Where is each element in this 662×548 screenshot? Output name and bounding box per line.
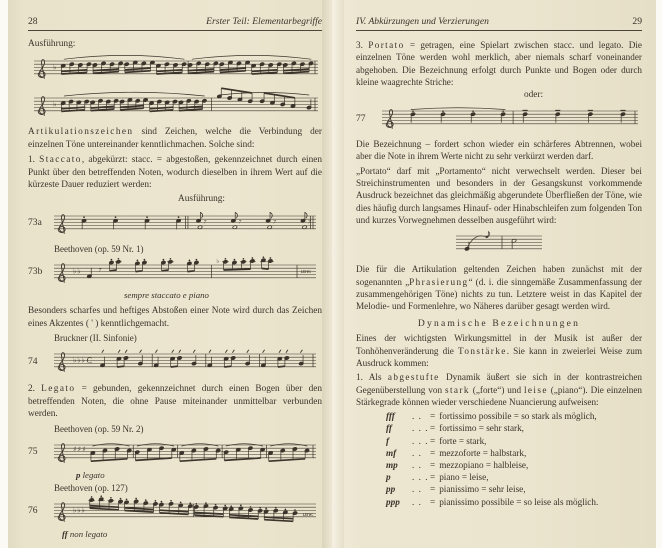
dynamics-ddef: forte = stark, — [439, 435, 487, 446]
example-77-staff — [380, 100, 640, 136]
text-run: legato — [80, 469, 105, 480]
dynamics-deq: = — [430, 423, 436, 434]
text-run: ff — [62, 528, 68, 539]
dynamics-row — [386, 410, 642, 422]
text-run: („forte“) und — [469, 384, 524, 395]
text-run: 2. — [28, 384, 42, 395]
paragraph-staccato — [28, 154, 322, 192]
dynamics-heading: Dynamische Bezeichnungen — [417, 318, 581, 330]
svg-text:♭: ♭ — [73, 505, 77, 515]
page-right-content — [356, 16, 642, 508]
paragraph-artikulationszeichen — [28, 126, 322, 151]
music-example-74 — [28, 333, 322, 379]
music-realization-staff-2 — [32, 87, 320, 123]
svg-text:7: 7 — [308, 219, 311, 226]
example-77-caption: oder: — [524, 90, 544, 101]
example-74-staff — [52, 343, 318, 379]
svg-text:♭: ♭ — [81, 505, 85, 515]
text-run: Besonders scharfes und heftiges Abstoßen einer Note wird durch das Zeichen eines Akzentes ( ' ) kenntlichgemacht. — [28, 305, 322, 329]
example-75-label: Beethoven (op. 59 Nr. 2) — [54, 423, 144, 434]
dynamics-dsym: mp — [386, 460, 398, 471]
music-example-73b — [28, 244, 322, 300]
dynamics-row — [386, 471, 642, 483]
dynamics-row — [386, 459, 642, 471]
dynamics-row — [386, 447, 642, 459]
paragraph-akzent — [28, 305, 322, 330]
example-76-label: Beethoven (op. 127) — [54, 482, 128, 493]
paragraph-abgestufte-dynamik — [356, 371, 642, 408]
svg-text:♭: ♭ — [77, 355, 81, 365]
page-number-right: 29 — [632, 16, 642, 27]
svg-text:♭: ♭ — [77, 505, 81, 515]
dynamics-row — [386, 422, 642, 434]
page-number-left: 28 — [28, 16, 38, 27]
text-run: = gebunden, gekennzeichnet durch einen Bogen über den betreffenden Noten, die ohne Pause miteinander unmittelbar verbunden werden. — [28, 384, 322, 420]
dynamics-ddef: mezzopiano = halbleise, — [439, 460, 529, 471]
text-run: Portato — [368, 40, 405, 50]
page-left-content — [28, 16, 322, 539]
example-73b-number: 73b — [28, 266, 43, 278]
text-run: sind Zeichen, welche die Verbindung der einzelnen Töne untereinander kenntlichmachen. Solche sind: — [28, 127, 322, 150]
text-run: leise — [523, 384, 548, 395]
running-title-left: Erster Teil: Elementarbegriffe — [206, 16, 322, 27]
dynamics-row — [386, 435, 642, 447]
example-73a-staff — [52, 205, 318, 241]
svg-text:7: 7 — [273, 219, 276, 226]
dynamics-dsym: fff — [386, 411, 395, 422]
dynamics-ddots: . . . — [412, 423, 429, 434]
example-75-staff — [52, 434, 318, 470]
music-example-portamento — [356, 228, 642, 261]
paragraph-portato — [356, 39, 642, 88]
example-76-number: 76 — [28, 505, 38, 517]
example-73b-staff — [52, 254, 318, 290]
page-left — [8, 0, 332, 548]
dynamics-ddots: . . . — [412, 472, 429, 483]
text-run: Artikulationszeichen — [28, 127, 134, 137]
text-run: Eines der wichtigsten Wirkungsmittel in der Musik ist außer der Tonhöhenveränderung die — [356, 333, 642, 356]
text-run: 1. Als — [356, 372, 388, 383]
music-example-73a — [28, 194, 322, 241]
dynamics-dsym: ppp — [386, 496, 400, 507]
dynamics-dsym: ff — [386, 423, 392, 434]
dynamics-ddef: fortissimo possibile = so stark als möglich, — [439, 411, 597, 422]
text-run: sempre staccato e piano — [124, 289, 209, 300]
dynamics-deq: = — [430, 447, 436, 458]
svg-text:♭: ♭ — [53, 99, 57, 109]
dynamics-ddots: . . — [412, 484, 422, 495]
dynamics-deq: = — [430, 496, 436, 507]
dynamics-ddots: . . — [412, 496, 422, 507]
dynamics-list — [356, 410, 642, 508]
dynamics-ddots: . . — [412, 447, 422, 458]
music-realization-staff-1 — [32, 50, 320, 86]
dynamics-dsym: mf — [386, 447, 397, 458]
dynamics-dsym: f — [386, 435, 390, 446]
text-run: = getragen, eine Spielart zwischen stacc. und legato. Die einzelnen Töne werden wohl merklich, aber niemals scharf voneinander abgehoben. Die Bezeichnung erfolgt durch Punkte und Bogen oder durch kleine waagrechte Striche: — [356, 40, 643, 87]
page-right — [332, 0, 656, 548]
page-left-header — [28, 16, 322, 31]
example-76-caption-below — [62, 529, 322, 539]
svg-text:♯: ♯ — [73, 445, 77, 454]
svg-text:♭: ♭ — [73, 355, 77, 365]
text-run: („piano“). Die einzelnen Stärkegrade können wieder verschiedene Nuancierung aufweisen: — [356, 384, 642, 407]
example-74-number: 74 — [28, 355, 38, 367]
text-run: Die Bezeichnung – fordert schon wieder ein schärferes Abtrennen, wobei aber die Note in ihrem Werte nicht zu sehr verkürzt werden darf. — [356, 139, 642, 162]
dynamics-deq: = — [430, 460, 436, 471]
page-right-header — [356, 16, 642, 31]
example-75-caption-below — [76, 470, 322, 480]
text-run: Staccato — [39, 155, 82, 166]
svg-text:C: C — [86, 356, 92, 366]
dynamics-dsym: pp — [386, 484, 396, 495]
svg-text:7: 7 — [238, 219, 242, 226]
example-77-number: 77 — [356, 112, 366, 124]
music-example-76 — [28, 483, 322, 539]
example-73a-caption: Ausführung: — [178, 193, 225, 204]
dynamics-ddef: piano = leise, — [439, 472, 489, 483]
text-run: abgestufte — [387, 372, 440, 383]
example-76-staff — [52, 493, 318, 529]
svg-text:♯: ♯ — [82, 445, 86, 454]
example-73b-label: Beethoven (op. 59 Nr. 1) — [54, 243, 144, 254]
paragraph-legato — [28, 383, 322, 421]
text-run: 1. — [28, 155, 40, 166]
text-run: non legato — [67, 528, 108, 539]
svg-text:♭: ♭ — [53, 62, 57, 72]
dynamics-ddef: pianissimo = sehr leise, — [439, 484, 526, 495]
svg-text:7: 7 — [98, 267, 102, 274]
dynamics-row — [386, 483, 642, 495]
text-run: „Portato“ darf mit „Portamento“ nicht verwechselt werden. Dieser bei Streichinstrumenten und besonders in der Gesangskunst vorkommende Ausdruck bezeichnet das gleichmäßig abgerundete Überfließen der Töne, wie dies häufig durch langsames Hinauf- oder Hinabschleifen zum folgenden Ton und kurzes Vorwegnehmen desselben ausgeführt wird: — [356, 165, 642, 225]
svg-text:♭: ♭ — [216, 257, 220, 265]
text-run: Dynamik äußert sie sich in der kontrastreichen Gegenüberstellung von — [356, 372, 642, 395]
text-run: p — [76, 469, 81, 480]
example-74-label: Bruckner (II. Sinfonie) — [54, 333, 137, 344]
dynamics-ddef: fortissimo = sehr stark, — [439, 423, 524, 434]
text-run: stark — [445, 384, 470, 395]
svg-text:usw.: usw. — [301, 268, 312, 275]
paragraph-phrasierung — [356, 263, 642, 312]
example-73b-caption-below — [124, 290, 322, 300]
svg-text:♭: ♭ — [73, 266, 77, 276]
text-run: . Sie kann in zweierlei Weise zum Ausdruck kommen: — [356, 345, 643, 369]
text-run: , abgekürzt: stacc. = abgestoßen, gekennzeichnet durch einen Punkt über den betreffenden Noten, wodurch dieselben in ihrem Wert auf die kürzeste Dauer reduziert werden: — [28, 155, 322, 191]
svg-text:usw.: usw. — [303, 511, 314, 518]
text-run: Phrasierung — [409, 276, 469, 287]
dynamics-ddots: . . — [412, 411, 422, 422]
dynamics-ddots: . . — [412, 460, 422, 471]
example-73a-number: 73a — [28, 217, 42, 229]
dynamics-dsym: p — [386, 472, 391, 483]
text-run: Die für die Artikulation geltenden Zeichen haben zunächst mit der sogenannten „ — [356, 264, 642, 287]
music-example-77 — [356, 90, 642, 136]
paragraph-tonstaerke — [356, 332, 642, 369]
dynamics-deq: = — [430, 435, 436, 446]
text-run: Tonstärke — [458, 345, 507, 356]
dynamics-ddef: pianissimo possibile = so leise als möglich. — [439, 496, 599, 507]
ausfuehrung-label: Ausführung: — [28, 39, 76, 49]
text-run: 3. — [356, 40, 369, 50]
portamento-staff — [454, 228, 544, 256]
svg-text:7: 7 — [203, 219, 207, 226]
dynamics-row — [386, 496, 642, 508]
paragraph-bezeichnung — [356, 138, 642, 163]
music-example-75 — [28, 424, 322, 480]
paragraph-portamento — [356, 165, 642, 226]
text-run: Legato — [41, 384, 76, 395]
dynamics-deq: = — [430, 411, 436, 422]
svg-text:♭: ♭ — [77, 266, 81, 276]
dynamics-deq: = — [430, 472, 436, 483]
running-title-right: IV. Abkürzungen und Verzierungen — [356, 16, 489, 27]
example-75-number: 75 — [28, 446, 38, 458]
dynamics-deq: = — [430, 484, 436, 495]
dynamics-ddots: . . . — [412, 435, 429, 446]
dynamics-ddef: mezzoforte = halbstark, — [439, 447, 527, 458]
svg-text:♯: ♯ — [77, 445, 81, 454]
text-run: “ (d. i. die sinngemäße Zusammenfassung der zusammengehörigen Töne) nichts zu tun. Letztere weist in das Kapitel der Melodie- und Formenlehre, wo Näheres darüber gesagt werden wird. — [356, 276, 642, 312]
svg-text:♭: ♭ — [81, 355, 85, 365]
